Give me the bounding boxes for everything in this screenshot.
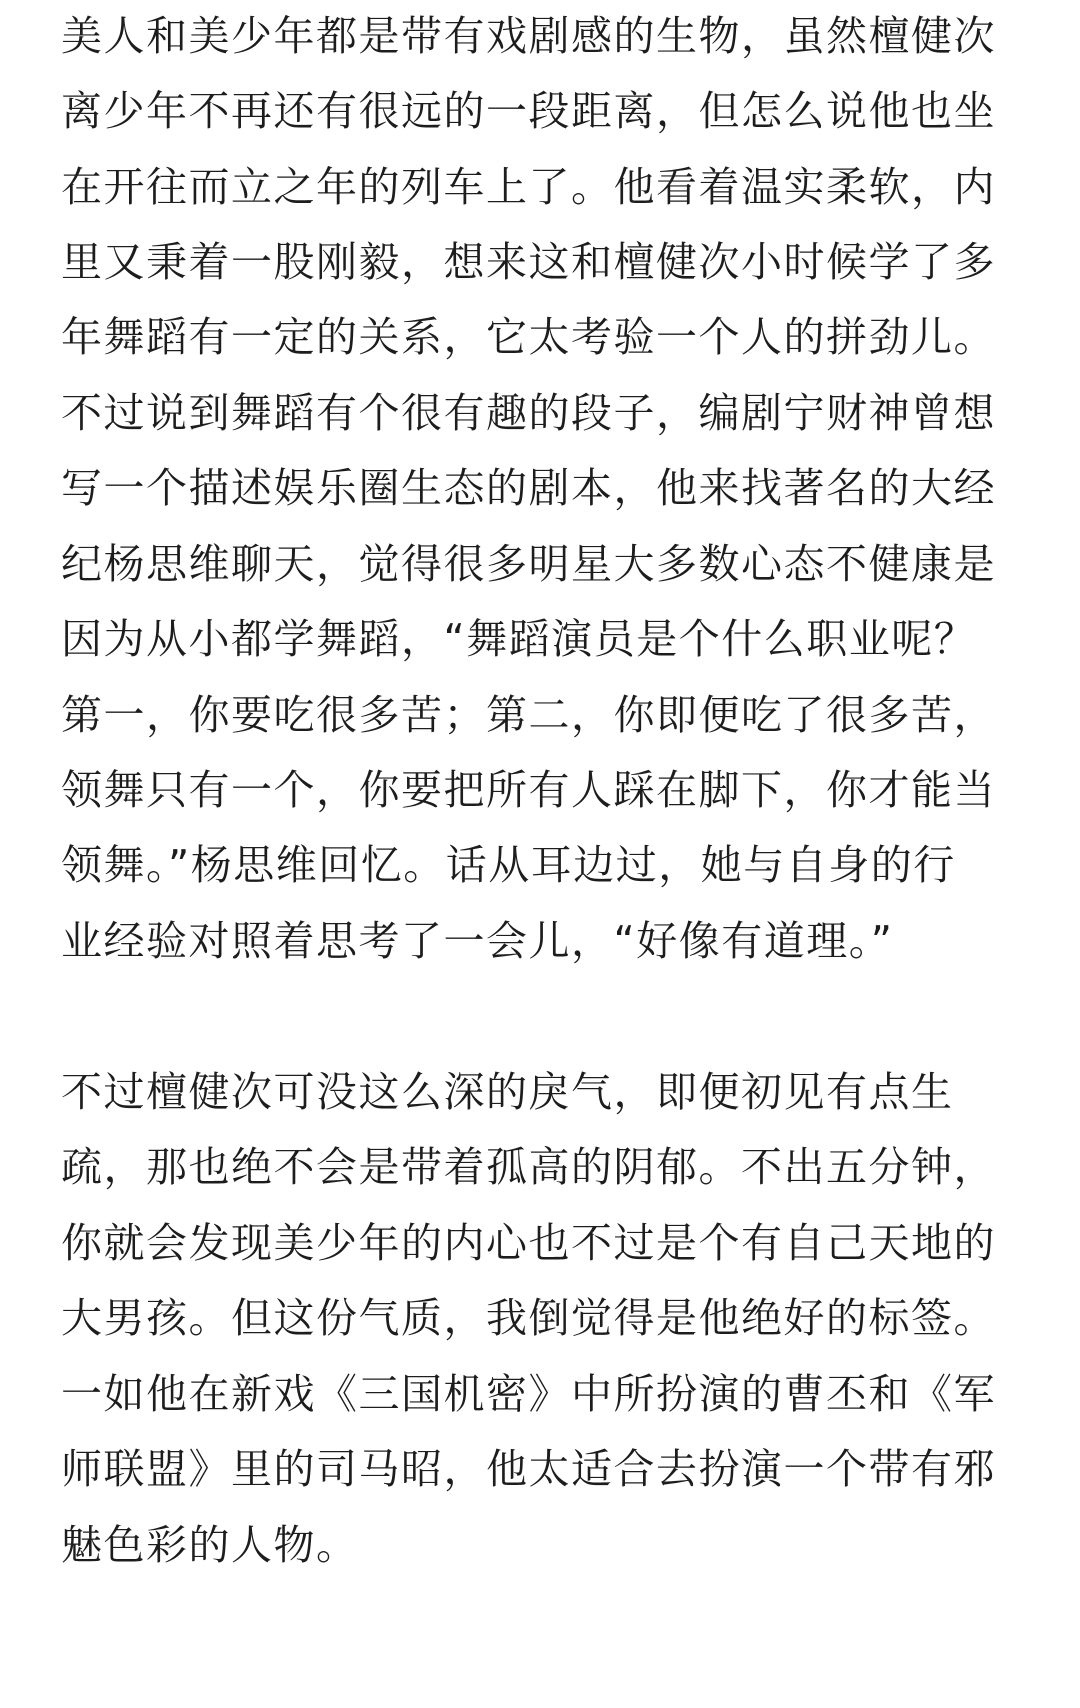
text-line: 业经验对照着思考了一会儿，“好像有道理。” [61, 917, 894, 965]
text-line: 领舞只有一个，你要把所有人踩在脚下，你才能当 [61, 766, 996, 814]
text-line: 魅色彩的人物。 [61, 1521, 359, 1569]
text-line: 师联盟》里的司马昭，他太适合去扮演一个带有邪 [61, 1445, 996, 1493]
text-line: 纪杨思维聊天，觉得很多明星大多数心态不健康是 [61, 540, 996, 588]
text-line: 写一个描述娱乐圈生态的剧本，他来找著名的大经 [61, 464, 996, 512]
text-line: 美人和美少年都是带有戏剧感的生物，虽然檀健次 [61, 12, 996, 60]
text-line: 一如他在新戏《三国机密》中所扮演的曹丕和《军 [61, 1370, 996, 1418]
text-line: 你就会发现美少年的内心也不过是个有自己天地的 [61, 1219, 996, 1267]
text-line: 领舞。”杨思维回忆。话从耳边过，她与自身的行 [61, 841, 956, 889]
text-line: 不过檀健次可没这么深的戾气，即便初见有点生 [61, 1068, 954, 1116]
text-line: 离少年不再还有很远的一段距离，但怎么说他也坐 [61, 87, 996, 135]
text-line: 疏，那也绝不会是带着孤高的阴郁。不出五分钟， [61, 1143, 996, 1191]
text-line: 在开往而立之年的列车上了。他看着温实柔软，内 [61, 163, 996, 211]
text-line: 年舞蹈有一定的关系，它太考验一个人的拼劲儿。 [61, 313, 996, 361]
text-line: 因为从小都学舞蹈，“舞蹈演员是个什么职业呢？ [61, 615, 977, 663]
text-line: 大男孩。但这份气质，我倒觉得是他绝好的标签。 [61, 1294, 996, 1342]
text-line: 里又秉着一股刚毅，想来这和檀健次小时候学了多 [61, 238, 996, 286]
text-line: 不过说到舞蹈有个很有趣的段子，编剧宁财神曾想 [61, 389, 996, 437]
text-line: 第一，你要吃很多苦；第二，你即便吃了很多苦， [61, 691, 996, 739]
